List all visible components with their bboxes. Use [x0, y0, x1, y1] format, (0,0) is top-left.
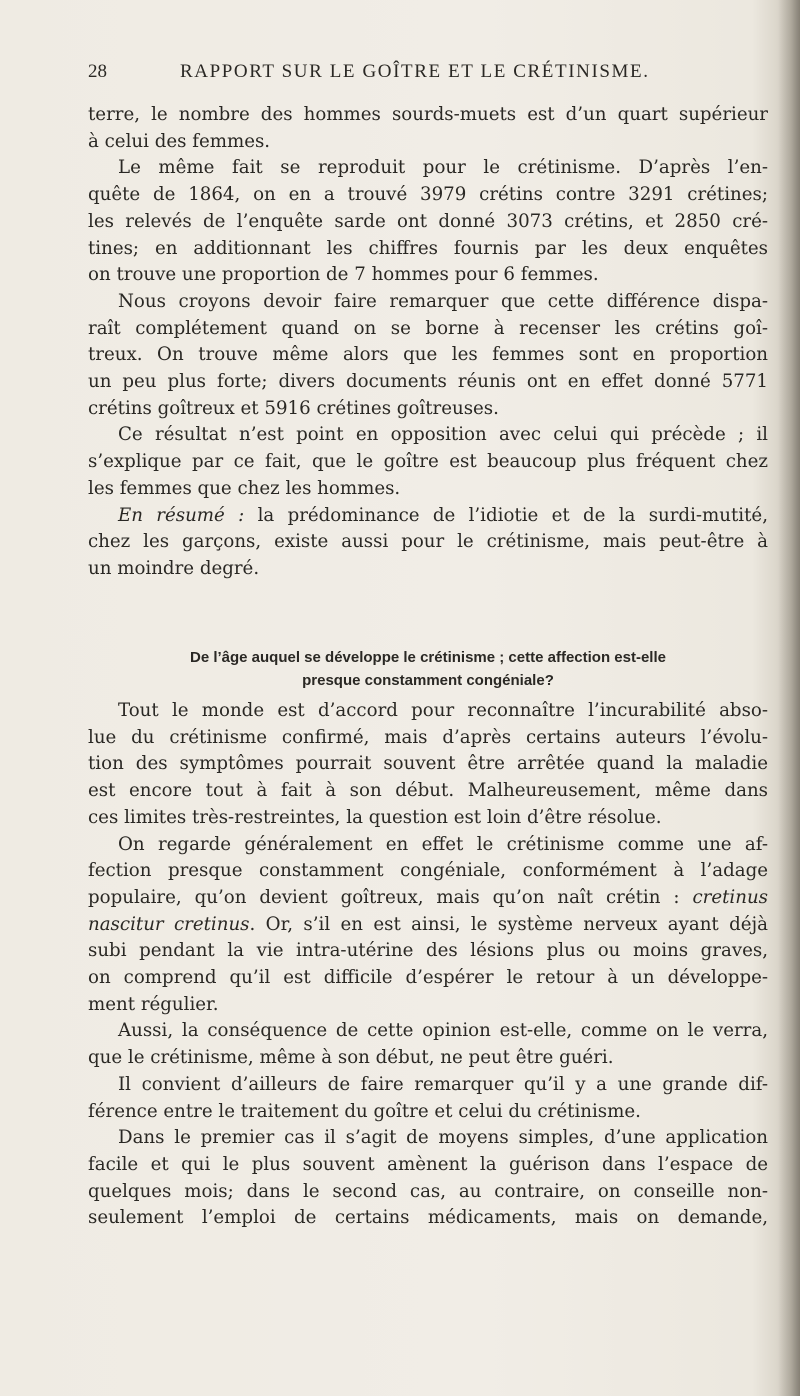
text-line: Ce résultat n’est point en opposition avec celui qui précède ; il — [118, 424, 768, 446]
section-heading-line: De l’âge auquel se développe le crétinisme ; cette affection est-elle — [189, 649, 666, 666]
text-line: est encore tout à fait à son début. Malheureusement, même dans — [88, 780, 768, 802]
text-line: que le crétinisme, même à son début, ne peut être guéri. — [88, 1047, 614, 1069]
text-line: un moindre degré. — [88, 557, 260, 579]
text-run: . Or, s’il en est ainsi, le système nerveux ayant déjà — [249, 913, 768, 935]
text-line: un peu plus forte; divers documents réunis ont en effet donné 5771 — [88, 371, 768, 393]
text-line — [88, 503, 768, 530]
text-block-1 — [88, 102, 768, 583]
text-line: Aussi, la conséquence de cette opinion est-elle, comme on le verra, — [118, 1020, 768, 1042]
italic-phrase: cretinus — [692, 886, 768, 908]
text-line: on trouve une proportion de 7 hommes pour 6 femmes. — [88, 264, 599, 286]
text-line: férence entre le traitement du goître et celui du crétinisme. — [88, 1100, 641, 1122]
text-line: facile et qui le plus souvent amènent la guérison dans l’espace de — [88, 1153, 768, 1175]
text-line: à celui des femmes. — [88, 130, 271, 152]
text-line: Le même fait se reproduit pour le crétinisme. D’après l’en- — [118, 157, 768, 179]
text-line: Nous croyons devoir faire remarquer que cette différence dispa- — [118, 290, 768, 312]
text-line: on comprend qu’il est difficile d’espérer le retour à un développe- — [88, 967, 768, 989]
text-line: crétins goîtreux et 5916 crétines goîtreuses. — [88, 397, 499, 419]
text-line: quelques mois; dans le second cas, au contraire, on conseille non- — [88, 1180, 768, 1202]
text-line: seulement l’emploi de certains médicaments, mais on demande, — [88, 1207, 768, 1229]
text-line: On regarde généralement en effet le crétinisme comme une af- — [118, 833, 768, 855]
page-header — [88, 61, 748, 91]
page-edge-shadow — [778, 0, 800, 1396]
text-line: s’explique par ce fait, que le goître est beaucoup plus fréquent chez — [88, 451, 768, 473]
text-line: raît complétement quand on se borne à recenser les crétins goî- — [88, 317, 768, 339]
text-line — [88, 912, 768, 939]
text-line: Dans le premier cas il s’agit de moyens simples, d’une application — [118, 1127, 768, 1149]
text-line: treux. On trouve même alors que les femmes sont en proportion — [88, 344, 768, 366]
text-run: la prédominance de l’idiotie et de la surdi-mutité, — [257, 504, 768, 526]
text-line: ces limites très-restreintes, la question est loin d’être résolue. — [88, 806, 662, 828]
text-block-2 — [88, 698, 768, 1232]
text-line: Tout le monde est d’accord pour reconnaître l’incurabilité abso- — [118, 700, 768, 721]
text-line: ment régulier. — [88, 993, 219, 1015]
text-line: fection presque constamment congéniale, conformément à l’adage — [88, 860, 768, 882]
text-line: Il convient d’ailleurs de faire remarquer qu’il y a une grande dif- — [118, 1073, 768, 1095]
text-line: terre, le nombre des hommes sourds-muets est d’un quart supérieur — [88, 104, 768, 125]
text-line — [88, 885, 768, 912]
text-line: les relevés de l’enquête sarde ont donné 3073 crétins, et 2850 cré- — [88, 210, 768, 232]
page-number: 28 — [88, 61, 107, 82]
text-line: tion des symptômes pourrait souvent être arrêtée quand la maladie — [88, 753, 768, 775]
section-heading-line: presque constamment congéniale? — [302, 672, 554, 689]
text-line: tines; en additionnant les chiffres fournis par les deux enquêtes — [88, 237, 768, 259]
text-line: quête de 1864, on en a trouvé 3979 crétins contre 3291 crétines; — [88, 184, 768, 206]
section-heading — [88, 646, 768, 692]
running-title: RAPPORT SUR LE GOÎTRE ET LE CRÉTINISME. — [180, 61, 650, 82]
text-line: subi pendant la vie intra-utérine des lésions plus ou moins graves, — [88, 940, 768, 962]
text-run: populaire, qu’on devient goîtreux, mais qu’on naît crétin : — [88, 886, 693, 908]
italic-phrase: nascitur cretinus — [88, 913, 250, 935]
italic-lead: En résumé : — [118, 504, 245, 526]
text-line: lue du crétinisme confirmé, mais d’après certains auteurs l’évolu- — [88, 726, 768, 748]
text-line: les femmes que chez les hommes. — [88, 477, 401, 499]
text-line: chez les garçons, existe aussi pour le crétinisme, mais peut-être à — [88, 531, 768, 553]
